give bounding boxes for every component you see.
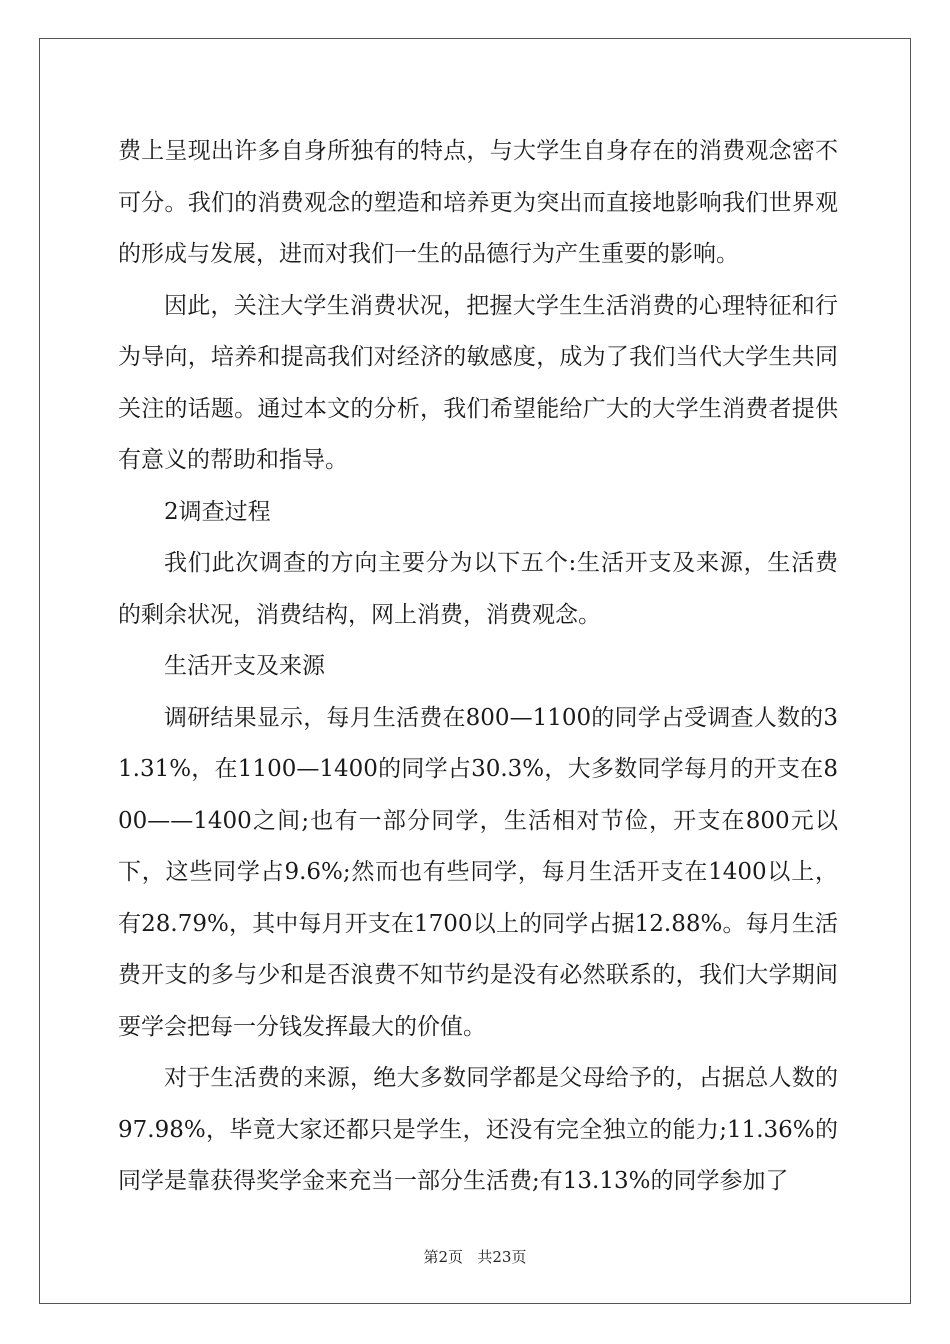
paragraph-2: 因此，关注大学生消费状况，把握大学生生活消费的心理特征和行为导向，培养和提高我们对经济的敏感度，成为了我们当代大学生共同关注的话题。通过本文的分析，我们希望能给广大的大学生消费者提供有意义的帮助和指导。 [118, 292, 838, 473]
paragraph-1: 费上呈现出许多自身所独有的特点，与大学生自身存在的消费观念密不可分。我们的消费观念的塑造和培养更为突出而直接地影响我们世界观的形成与发展，进而对我们一生的品德行为产生重要的影响。 [118, 138, 838, 267]
document-body [118, 126, 838, 1208]
paragraph-4: 调研结果显示，每月生活费在800—1100的同学占受调查人数的31.31%，在1100—1400的同学占30.3%，大多数同学每月的开支在800——1400之间;也有一部分同学，生活相对节俭，开支在800元以下，这些同学占9.6%;然而也有些同学，每月生活开支在1400以上，有28.79%，其中每月开支在1700以上的同学占据12.88%。每月生活费开支的多与少和是否浪费不知节约是没有必然联系的，我们大学期间要学会把每一分钱发挥最大的价值。 [118, 704, 838, 1040]
section-heading: 2调查过程 [164, 498, 271, 525]
page-footer [0, 1246, 950, 1267]
paragraph-5: 对于生活费的来源，绝大多数同学都是父母给予的，占据总人数的97.98%，毕竟大家还都只是学生，还没有完全独立的能力;11.36%的同学是靠获得奖学金来充当一部分生活费;有13.13%的同学参加了 [118, 1065, 838, 1194]
page-total: 共23页 [477, 1248, 527, 1266]
subsection-heading: 生活开支及来源 [164, 653, 325, 679]
paragraph-3: 我们此次调查的方向主要分为以下五个:生活开支及来源，生活费的剩余状况，消费结构，网上消费，消费观念。 [118, 550, 838, 628]
page-number: 第2页 [423, 1248, 464, 1266]
